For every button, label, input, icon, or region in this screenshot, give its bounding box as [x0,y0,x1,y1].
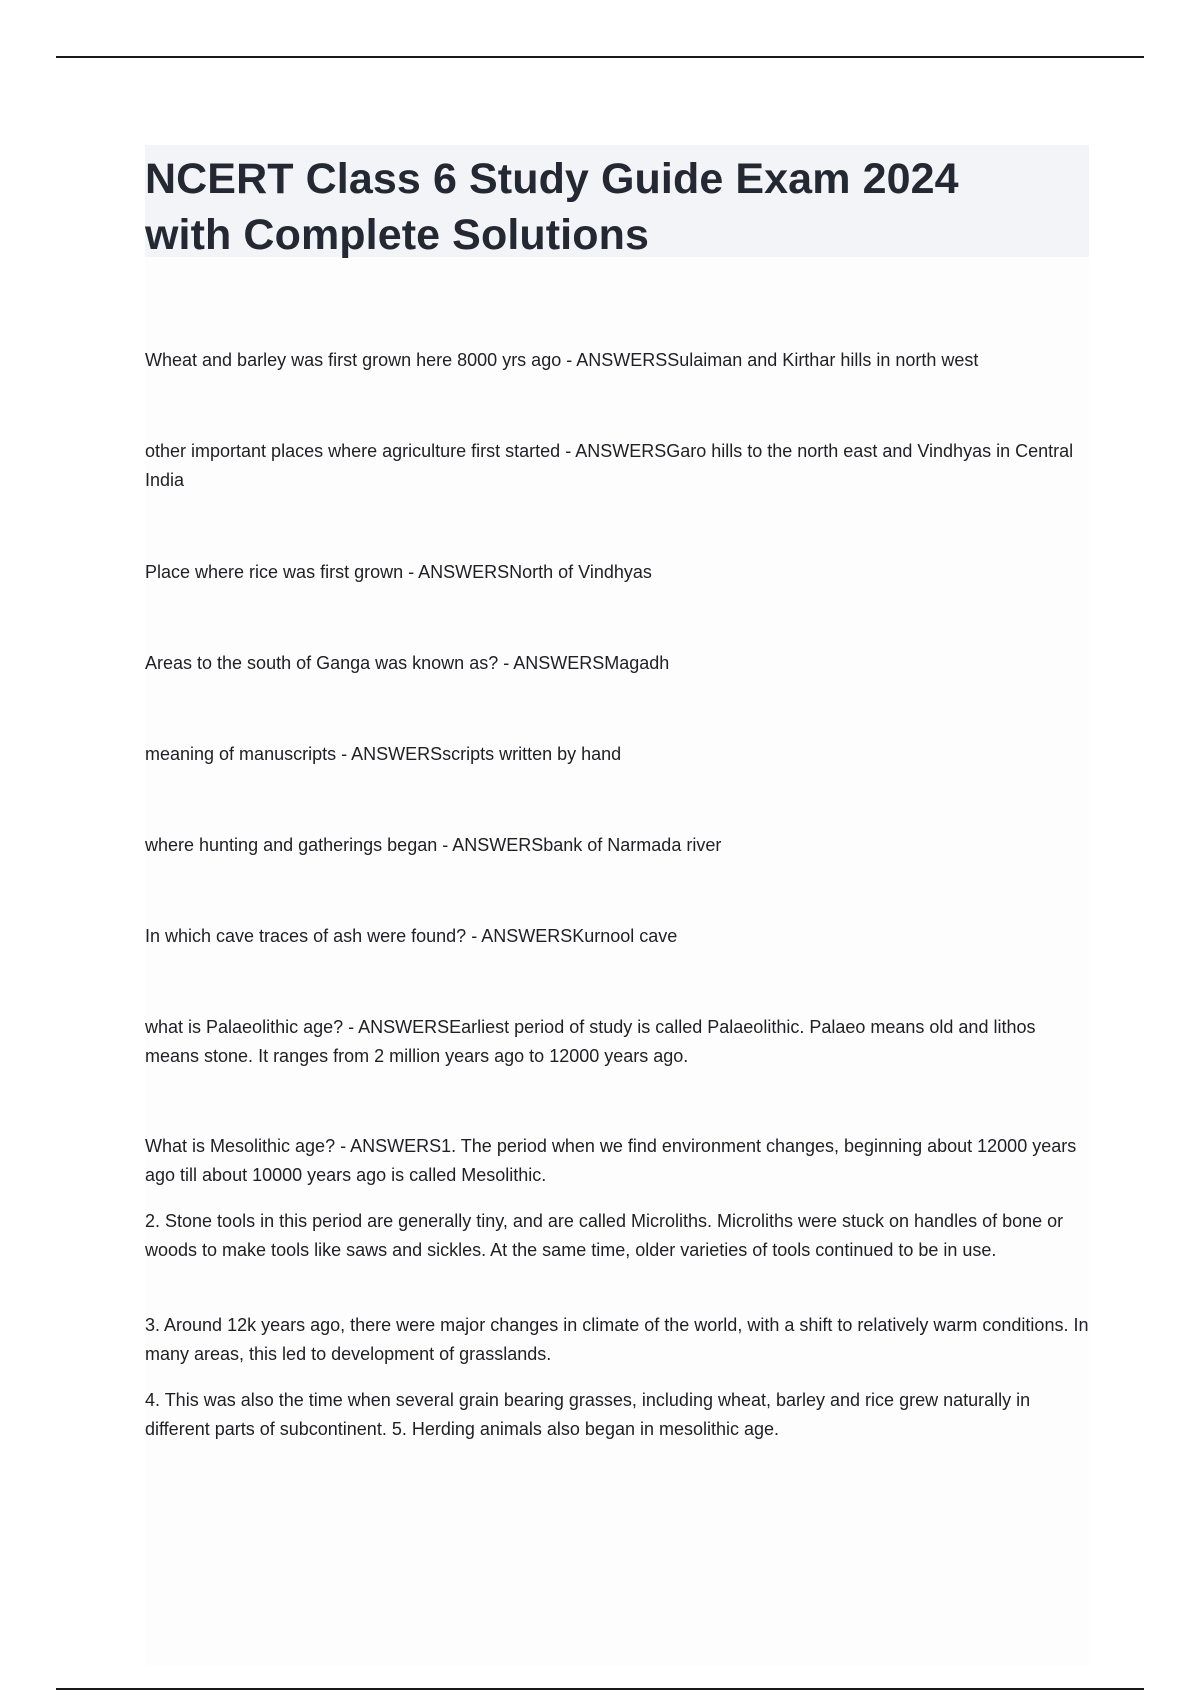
qa-item-8 [145,1013,1089,1071]
qa-item-3 [145,558,1089,587]
question-text: other important places where agriculture first started [145,441,561,461]
answer-text: scripts written by hand [442,744,622,764]
qa-item-1 [145,346,1089,375]
question-text: where hunting and gatherings began [145,835,438,855]
answer-text: Garo hills to the north east and Vindhyas in Central India [145,441,1074,490]
answer-marker: - ANSWERS [561,350,668,370]
question-text: meaning of manuscripts [145,744,337,764]
top-rule [56,56,1144,58]
answer-marker: - ANSWERS [437,835,544,855]
answer-text: Magadh [604,653,670,673]
answer-continuation-paragraph: 3. Around 12k years ago, there were major changes in climate of the world, with a shift to relatively warm conditions. In many areas, this led to development of grasslands. [145,1315,1089,1364]
question-text: Areas to the south of Ganga was known as? [145,653,499,673]
answer-marker: - ANSWERS [560,441,667,461]
qa-item-6 [145,831,1089,860]
answer-text: Kurnool cave [572,926,678,946]
answer-continuation-paragraph: 4. This was also the time when several grain bearing grasses, including wheat, barley and rice grew naturally in different parts of subcontinent. 5. Herding animals also began in mesolithic age. [145,1390,1031,1439]
answer-text: Earliest period of study is called Palaeolithic. Palaeo means old and lithos means stone. It ranges from 2 million years ago to 12000 years ago. [145,1017,1036,1066]
qa-item-4 [145,649,1089,678]
qa-item-5 [145,740,1089,769]
question-text: Wheat and barley was first grown here 8000 yrs ago [145,350,562,370]
title-box [145,145,1089,257]
answer-continuation-paragraph: 2. Stone tools in this period are generally tiny, and are called Microliths. Microliths were stuck on handles of bone or woods to make tools like saws and sickles. At the same time, older varieties of tools continued to be in use. [145,1211,1064,1260]
question-text: Place where rice was first grown [145,562,404,582]
answer-text: North of Vindhyas [509,562,652,582]
question-text: What is Mesolithic age? [145,1136,336,1156]
answer-marker: - ANSWERS [403,562,510,582]
answer-text: bank of Narmada river [543,835,722,855]
question-text: In which cave traces of ash were found? [145,926,467,946]
answer-marker: - ANSWERS [336,744,443,764]
qa-item-7 [145,922,1089,951]
page-content [145,145,1089,1665]
bottom-rule [56,1688,1144,1690]
answer-marker: - ANSWERS [498,653,605,673]
qa-item-2 [145,437,1089,495]
qa-item-9 [145,1132,1089,1190]
page-title: NCERT Class 6 Study Guide Exam 2024 with Complete Solutions [145,155,959,259]
answer-text: Sulaiman and Kirthar hills in north west [667,350,979,370]
question-text: what is Palaeolithic age? [145,1017,344,1037]
answer-marker: - ANSWERS [335,1136,442,1156]
answer-marker: - ANSWERS [466,926,573,946]
answer-text: 1. The period when we find environment changes, beginning about 12000 years ago till about 10000 years ago is called Mesolithic. [145,1136,1077,1185]
answer-marker: - ANSWERS [343,1017,450,1037]
